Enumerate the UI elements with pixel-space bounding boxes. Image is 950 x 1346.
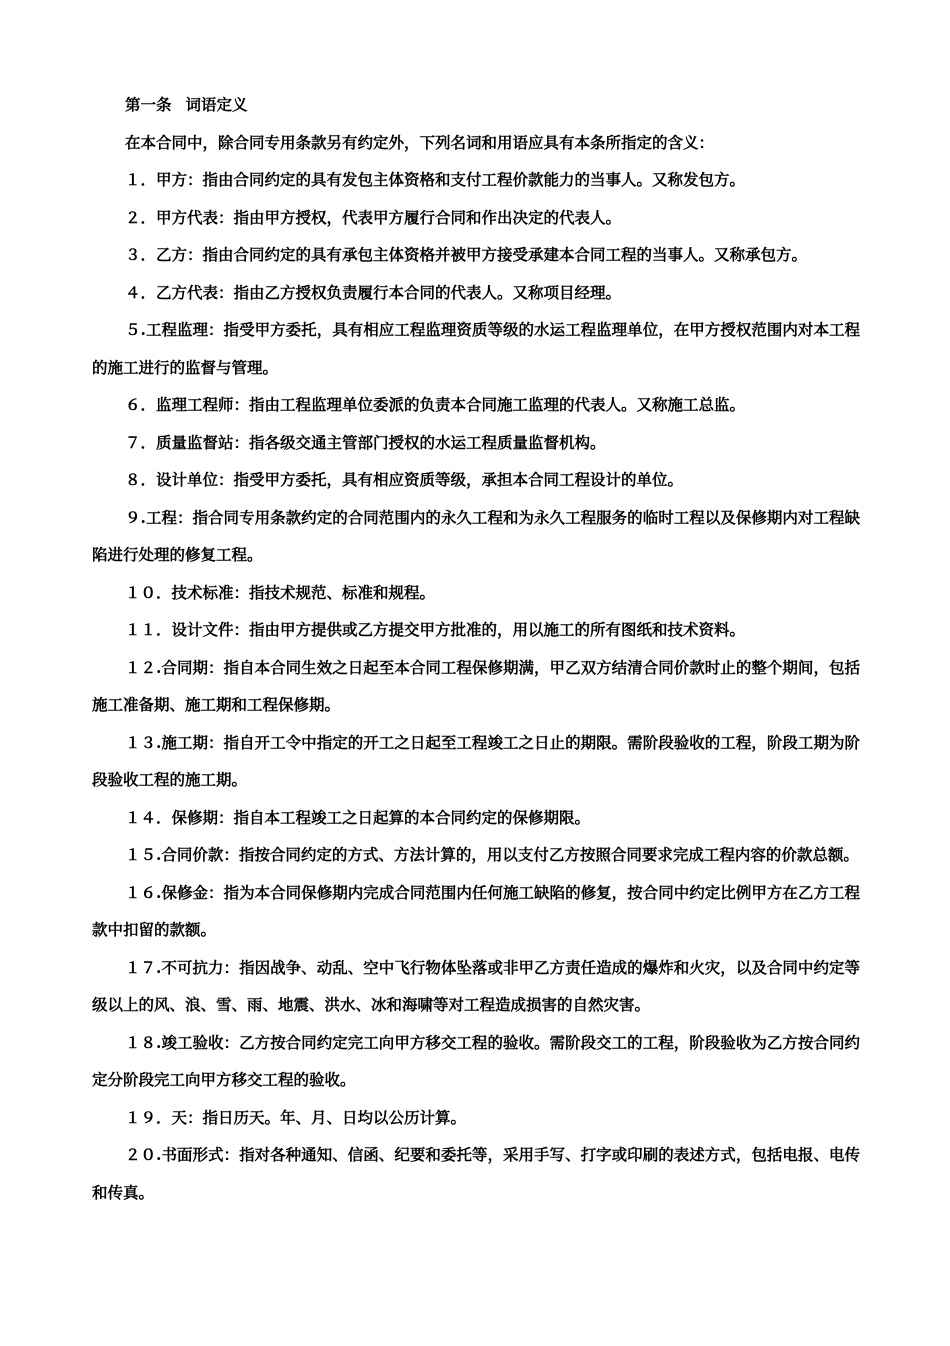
definition-10: １０．技术标准：指技术规范、标准和规程。 bbox=[125, 582, 436, 602]
definition-4: ４．乙方代表：指由乙方授权负责履行本合同的代表人。又称项目经理。 bbox=[125, 282, 622, 302]
definition-13: １３.施工期：指自开工令中指定的开工之日起至工程竣工之日止的期限。需阶段验收的工程，阶段工期为阶段验收工程的施工期。 bbox=[92, 732, 860, 789]
definition-7: ７．质量监督站：指各级交通主管部门授权的水运工程质量监督机构。 bbox=[125, 432, 606, 452]
intro-paragraph: 在本合同中，除合同专用条款另有约定外，下列名词和用语应具有本条所指定的含义： bbox=[125, 132, 715, 152]
definition-5: ５.工程监理：指受甲方委托，具有相应工程监理资质等级的水运工程监理单位，在甲方授权范围内对本工程的施工进行的监督与管理。 bbox=[92, 320, 860, 377]
definition-1: １．甲方：指由合同约定的具有发包主体资格和支付工程价款能力的当事人。又称发包方。 bbox=[125, 170, 746, 189]
article-heading bbox=[92, 86, 860, 124]
definition-8: ８．设计单位：指受甲方委托，具有相应资质等级，承担本合同工程设计的单位。 bbox=[125, 470, 684, 489]
definition-12: １２.合同期：指自本合同生效之日起至本合同工程保修期满，甲乙双方结清合同价款时止的整个期间，包括施工准备期、施工期和工程保修期。 bbox=[92, 657, 860, 714]
definition-6: ６．监理工程师：指由工程监理单位委派的负责本合同施工监理的代表人。又称施工总监。 bbox=[125, 395, 746, 414]
definition-17: １７.不可抗力：指因战争、动乱、空中飞行物体坠落或非甲乙方责任造成的爆炸和火灾，以及合同中约定等级以上的风、浪、雪、雨、地震、洪水、冰和海啸等对工程造成损害的自然灾害。 bbox=[92, 957, 860, 1014]
definition-3: ３．乙方：指由合同约定的具有承包主体资格并被甲方接受承建本合同工程的当事人。又称承包方。 bbox=[125, 245, 808, 264]
definition-16: １６.保修金：指为本合同保修期内完成合同范围内任何施工缺陷的修复，按合同中约定比例甲方在乙方工程款中扣留的款额。 bbox=[92, 882, 860, 939]
article-number: 第一条 bbox=[125, 95, 172, 114]
definition-18: １８.竣工验收：乙方按合同约定完工向甲方移交工程的验收。需阶段交工的工程，阶段验收为乙方按合同约定分阶段完工向甲方移交工程的验收。 bbox=[92, 1032, 860, 1089]
definition-20: ２０.书面形式：指对各种通知、信函、纪要和委托等，采用手写、打字或印刷的表述方式，包括电报、电传和传真。 bbox=[92, 1145, 860, 1202]
definition-15: １５.合同价款：指按合同约定的方式、方法计算的，用以支付乙方按照合同要求完成工程内容的价款总额。 bbox=[125, 845, 859, 864]
definition-14: １４．保修期：指自本工程竣工之日起算的本合同约定的保修期限。 bbox=[125, 807, 591, 827]
document-page bbox=[92, 86, 860, 1211]
definition-9: ９.工程：指合同专用条款约定的合同范围内的永久工程和为永久工程服务的临时工程以及保修期内对工程缺陷进行处理的修复工程。 bbox=[92, 507, 860, 564]
definition-19: １９．天：指日历天。年、月、日均以公历计算。 bbox=[125, 1107, 467, 1127]
definition-11: １１．设计文件：指由甲方提供或乙方提交甲方批准的，用以施工的所有图纸和技术资料。 bbox=[125, 620, 746, 639]
article-title: 词语定义 bbox=[185, 95, 248, 114]
definition-2: ２．甲方代表：指由甲方授权，代表甲方履行合同和作出决定的代表人。 bbox=[125, 207, 622, 227]
